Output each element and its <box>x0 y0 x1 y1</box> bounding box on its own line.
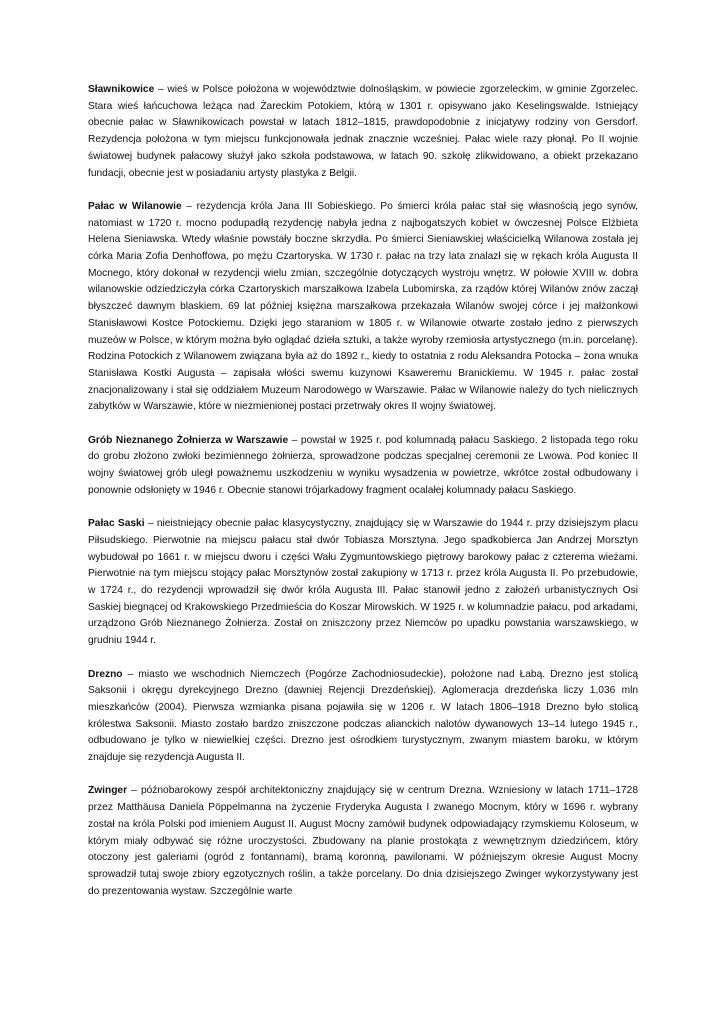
entry-text: – rezydencja króla Jana III Sobieskiego. Po śmierci króla pałac stał się własnością jego synów, natomiast w 1720 r. mocno podupadłą rezydencję nabyła jedna z najbogatszych kobiet w ówczesnej Polsce Elżbieta Helena Sieniawska. Wtedy właśnie powstały boczne skrzydła. Po śmierci Sieniawskiej właścicielką Wilanowa została jej córka Maria Zofia Denhoffowa, po mężu Czartoryska. W 1730 r. pałac na trzy lata znalazł się w rękach króla Augusta II Mocnego, który dokonał w rezydencji wielu zmian, szczególnie dotyczących wystroju wnętrz. W połowie XVIII w. dobra wilanowskie odziedziczyła córka Czartoryskich marszałkowa Izabela Lubomirska, za rządów której Wilanów znów zaczął błyszczeć dawnym blaskiem. 69 lat później księżna marszałkowa przekazała Wilanów swojej córce i jej małżonkowi Stanisławowi Kostce Potockiemu. Dzięki jego staraniom w 1805 r. w Wilanowie otwarte zostało jedno z pierwszych muzeów w Polsce, w którym można było oglądać dzieła sztuki, a także wyroby rzemiosła artystycznego (m.in. porcelanę). Rodzina Potockich z Wilanowem związana była aż do 1892 r., kiedy to ostatnia z rodu Aleksandra Potocka – żona wnuka Stanisława Kostki Augusta – zapisała włości swemu kuzynowi Ksaweremu Branickiemu. W 1945 r. pałac został znacjonalizowany i stał się oddziałem Muzeum Narodowego w Warszawie. Pałac w Wilanowie należy do tych nielicznych zabytków w Warszawie, które w niezmienionej postaci przetrwały okres II wojny światowej. <box>88 200 638 413</box>
entry-grob-nieznanego-zolnierza <box>88 433 638 500</box>
entry-text: – nieistniejący obecnie pałac klasycystyczny, znajdujący się w Warszawie do 1944 r. przy dzisiejszym placu Piłsudskiego. Pierwotnie na miejscu pałacu stał dwór Tobiasza Morsztyna. Jego spadkobierca Jan Andrzej Morsztyn wybudował po 1661 r. w miejscu dworu i części Wału Zygmuntowskiego piętrowy barokowy pałac z czterema wieżami. Pierwotnie na tym miejscu stojący pałac Morsztynów został zakupiony w 1713 r. przez króla Augusta II. Po przebudowie, w 1724 r., do rezydencji wprowadził się dwór króla Augusta III. Pałac stanowił jedno z założeń urbanistycznych Osi Saskiej biegnącej od Krakowskiego Przedmieścia do Koszar Mirowskich. W 1925 r. w kolumnadzie pałacu, pod arkadami, urządzono Grób Nieznanego Żołnierza. Został on zniszczony przez Niemców po upadku powstania warszawskiego, w grudniu 1944 r. <box>88 518 638 647</box>
entry-term: Sławnikowice <box>88 84 155 95</box>
entry-palac-saski <box>88 516 638 650</box>
entry-text: – miasto we wschodnich Niemczech (Pogórze Zachodniosudeckie), położone nad Łabą. Drezno jest stolicą Saksonii i okręgu dyrekcyjnego Drezno (dawniej Rejencji Drezdeńskiej). Aglomeracja drezdeńska liczy 1,036 mln mieszkańców (2004). Pierwsza wzmianka pisana pojawiła się w 1206 r. W latach 1806–1918 Drezno było stolicą królestwa Saksonii. Miasto zostało bardzo zniszczone podczas alianckich nalotów dywanowych 13–14 lutego 1945 r., odbudowano je tylko w niewielkiej części. Drezno jest ośrodkiem turystycznym, zwanym miastem baroku, w którym znajduje się rezydencja Augusta II. <box>88 668 638 764</box>
entry-slawnikowice <box>88 82 638 182</box>
entry-drezno <box>88 667 638 767</box>
entry-text: – powstał w 1925 r. pod kolumnadą pałacu Saskiego. 2 listopada tego roku do grobu złożono zwłoki bezimiennego żołnierza, sprowadzone podczas specjalnej ceremonii ze Lwowa. Pod koniec II wojny światowej grób uległ poważnemu uszkodzeniu w wyniku wysadzenia w powietrze, wkrótce został odbudowany i ponownie odsłonięty w 1946 r. Obecnie stanowi trójarkadowy fragment ocalałej kolumnady pałacu Saskiego. <box>88 434 639 496</box>
entry-text: – wieś w Polsce położona w województwie dolnośląskim, w powiecie zgorzeleckim, w gminie Zgorzelec. Stara wieś łańcuchowa leżąca nad Żareckim Potokiem, którą w 1301 r. opisywano jako Keselingswalde. Istniejący obecnie pałac w Sławnikowicach powstał w latach 1812–1815, prawdopodobnie z inicjatywy rodziny von Gersdorf. Rezydencja położona w tym miejscu funkcjonowała jednak znacznie wcześniej. Pałac wiele razy płonął. Po II wojnie światowej budynek pałacowy służył jako szkoła podstawowa, w latach 90. szkołę zlikwidowano, a obiekt przekazano fundacji, obecnie jest w posiadaniu artysty plastyka z Belgii. <box>88 84 638 179</box>
entry-palac-w-wilanowie <box>88 199 638 416</box>
entry-term: Zwinger <box>88 785 128 797</box>
document-page <box>88 82 638 917</box>
entry-term: Drezno <box>88 668 123 680</box>
entry-term: Pałac w Wilanowie <box>88 200 182 212</box>
entry-zwinger <box>88 783 638 900</box>
entry-term: Grób Nieznanego Żołnierza w Warszawie <box>88 434 289 446</box>
entry-term: Pałac Saski <box>88 518 145 530</box>
entry-text: – późnobarokowy zespół architektoniczny znajdujący się w centrum Drezna. Wzniesiony w latach 1711–1728 przez Matthäusa Daniela Pöppelmanna na życzenie Fryderyka Augusta I zwanego Mocnym, który w 1696 r. wybrany został na króla Polski pod imieniem August II. August Mocny zamówił budynek odpowiadający rzymskiemu Koloseum, w którym miały odbywać się różne uroczystości. Zbudowany na planie prostokąta z wewnętrznym dziedzińcem, który otoczony jest galeriami (ogród z fontannami), bramą koronną, pawilonami. W późniejszym okresie August Mocny sprowadził tutaj swoje zbiory egzotycznych roślin, a także porcelany. Do dnia dzisiejszego Zwinger wykorzystywany jest do prezentowania wystaw. Szczególnie warte <box>88 785 638 897</box>
